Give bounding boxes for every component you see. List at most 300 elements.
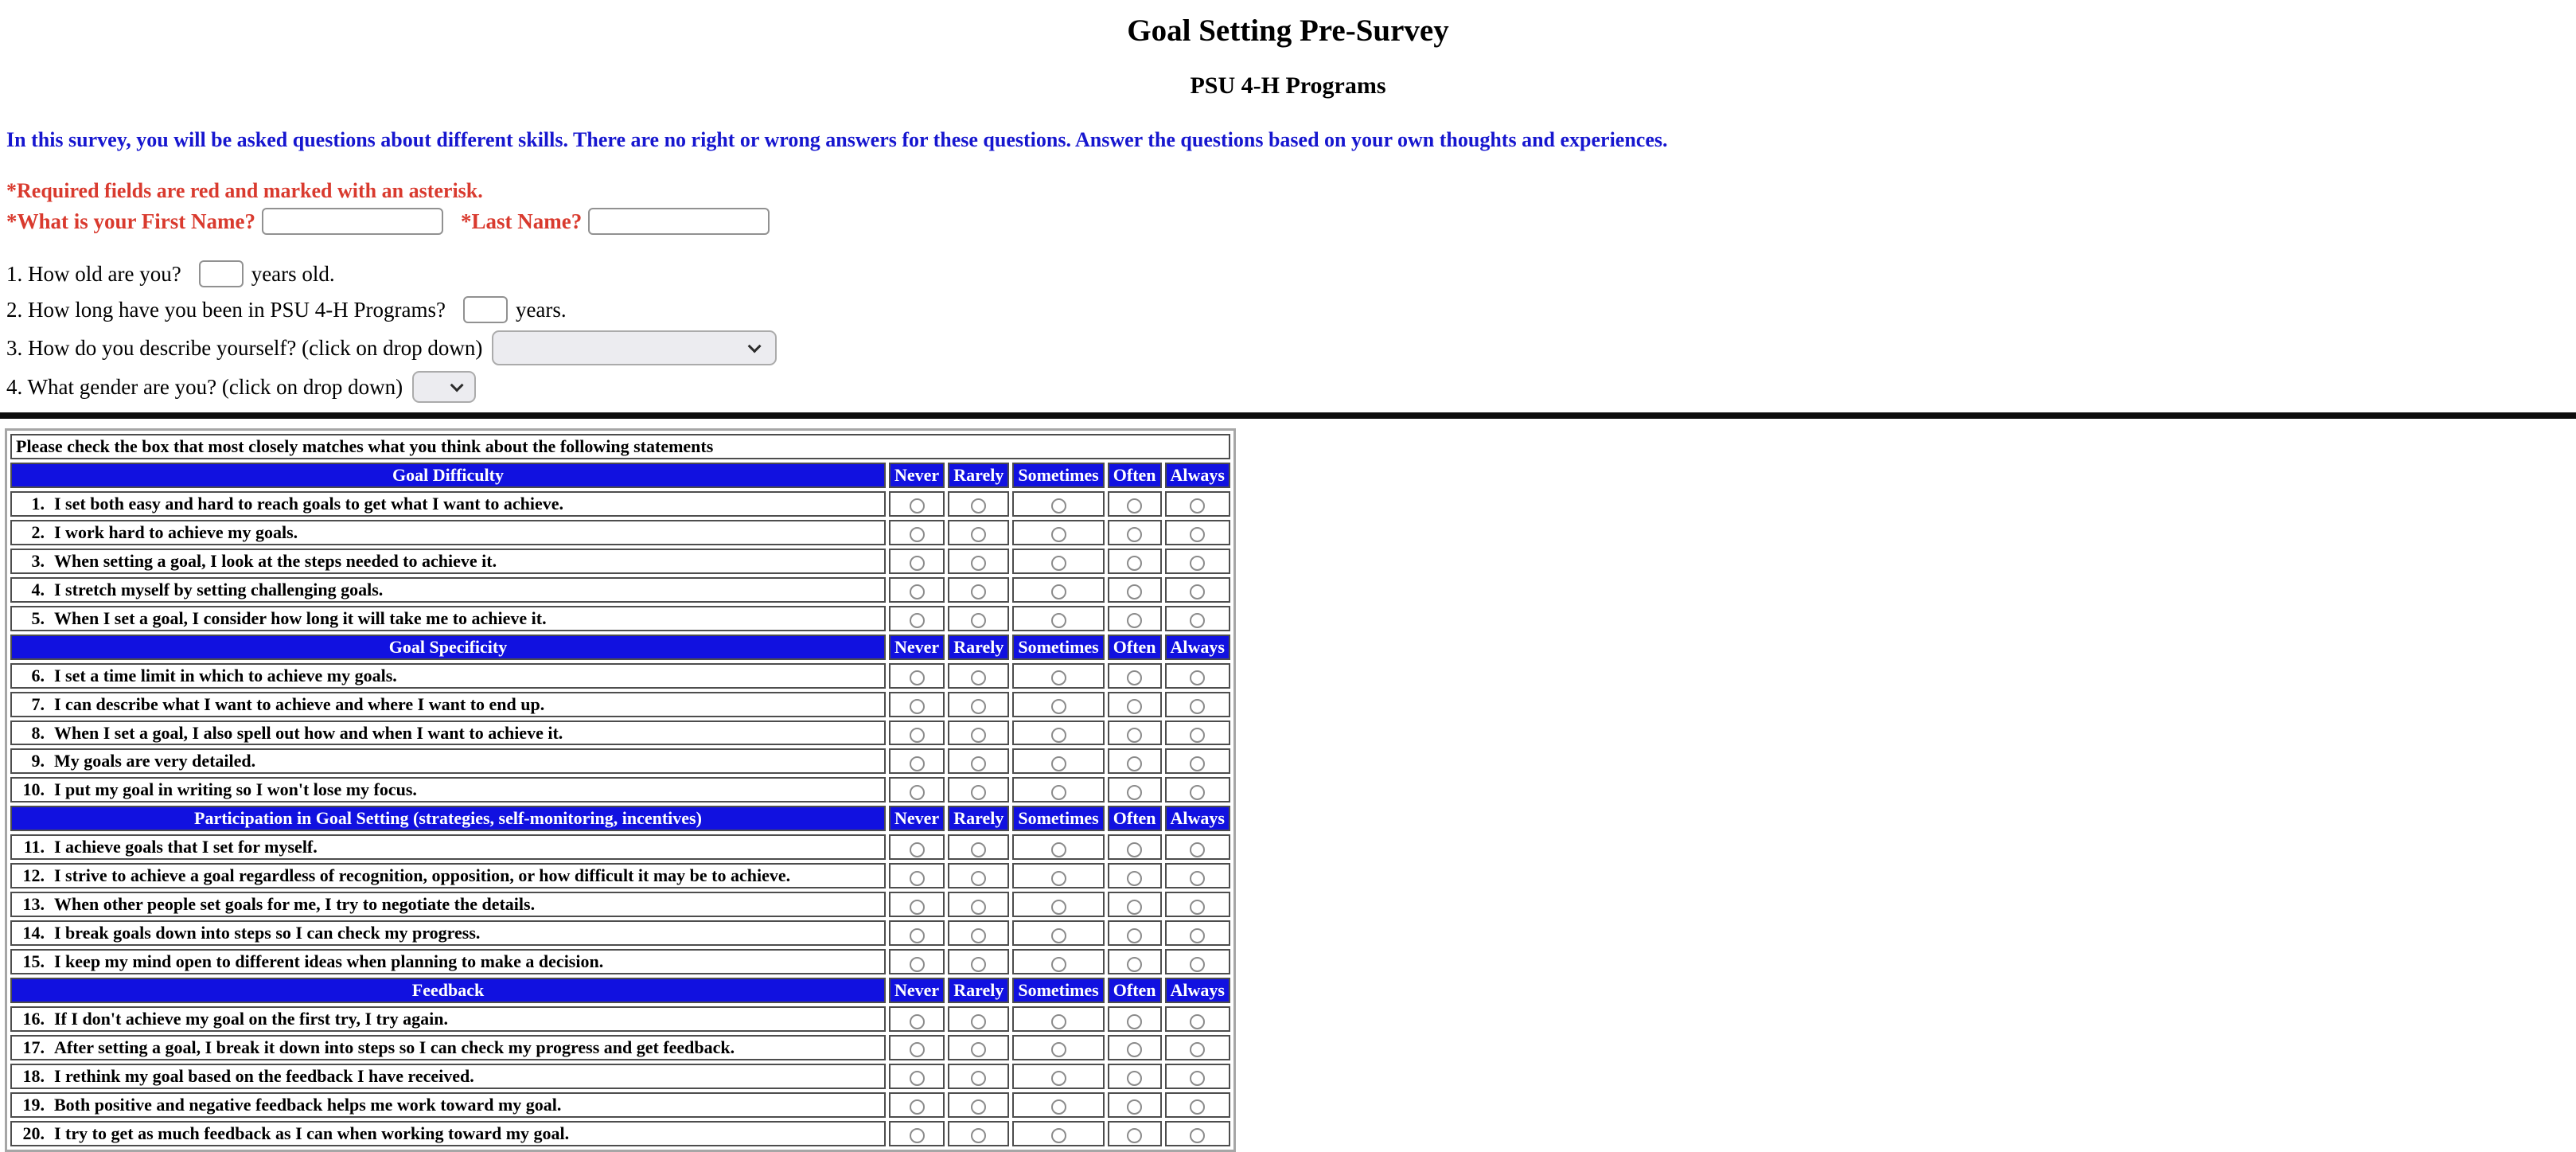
radio-q10-always[interactable]: [1190, 785, 1205, 800]
radio-q4-often[interactable]: [1127, 584, 1142, 599]
radio-q5-often[interactable]: [1127, 613, 1142, 628]
scale-header-sometimes: Sometimes: [1012, 635, 1104, 660]
scale-header-sometimes: Sometimes: [1012, 463, 1104, 488]
radio-cell: [948, 520, 1009, 545]
radio-cell: [889, 777, 945, 802]
radio-cell: [948, 1064, 1009, 1089]
radio-q17-never[interactable]: [910, 1042, 925, 1057]
radio-q4-always[interactable]: [1190, 584, 1205, 599]
statement-text: After setting a goal, I break it down into steps so I can check my progress and get feedback.: [54, 1037, 735, 1058]
radio-q12-sometimes[interactable]: [1051, 871, 1066, 886]
radio-q17-rarely[interactable]: [971, 1042, 986, 1057]
radio-cell: [948, 1092, 1009, 1118]
radio-q5-sometimes[interactable]: [1051, 613, 1066, 628]
radio-cell: [1012, 1092, 1104, 1118]
statement-cell: [10, 520, 886, 545]
scale-header-rarely: Rarely: [948, 463, 1009, 488]
scale-header-often: Often: [1108, 806, 1162, 831]
statement-number: 5.: [31, 607, 45, 628]
radio-q7-always[interactable]: [1190, 699, 1205, 714]
radio-q10-never[interactable]: [910, 785, 925, 800]
radio-cell: [889, 720, 945, 746]
radio-cell: [1165, 520, 1230, 545]
radio-cell: [1012, 549, 1104, 574]
statement-cell: [10, 1006, 886, 1032]
radio-q16-always[interactable]: [1190, 1014, 1205, 1029]
radio-cell: [948, 720, 1009, 746]
radio-q14-sometimes[interactable]: [1051, 928, 1066, 943]
statement-number: 4.: [31, 579, 45, 599]
radio-q1-never[interactable]: [910, 498, 925, 514]
radio-cell: [1165, 720, 1230, 746]
statement-row: [10, 520, 1230, 545]
statement-cell: [10, 606, 886, 631]
statement-number: 3.: [31, 550, 45, 571]
radio-cell: [1012, 663, 1104, 689]
radio-cell: [889, 692, 945, 717]
statement-number: 15.: [22, 951, 45, 972]
scale-header-sometimes: Sometimes: [1012, 806, 1104, 831]
radio-cell: [1108, 1121, 1162, 1146]
statement-number: 12.: [22, 865, 45, 886]
section-title: Goal Difficulty: [10, 463, 886, 488]
radio-q5-never[interactable]: [910, 613, 925, 628]
radio-q3-often[interactable]: [1127, 556, 1142, 571]
section-header-row: [10, 806, 1230, 831]
radio-q11-sometimes[interactable]: [1051, 842, 1066, 857]
statement-row: [10, 949, 1230, 974]
demographic-questions: [6, 259, 2576, 403]
radio-cell: [1108, 1064, 1162, 1089]
radio-cell: [889, 1092, 945, 1118]
statement-cell: [10, 1064, 886, 1089]
radio-q5-always[interactable]: [1190, 613, 1205, 628]
statement-text: When setting a goal, I look at the steps needed to achieve it.: [54, 550, 497, 571]
radio-cell: [1108, 949, 1162, 974]
gender-select[interactable]: [412, 371, 476, 403]
question-describe-row: [6, 330, 2576, 365]
statement-text: I can describe what I want to achieve and where I want to end up.: [54, 693, 545, 714]
statement-number: 9.: [31, 751, 45, 771]
radio-q8-always[interactable]: [1190, 728, 1205, 743]
statement-text: I try to get as much feedback as I can when working toward my goal.: [54, 1123, 570, 1143]
radio-cell: [889, 1006, 945, 1032]
years-suffix-label: years.: [515, 297, 567, 322]
radio-q20-never[interactable]: [910, 1128, 925, 1143]
radio-q13-sometimes[interactable]: [1051, 900, 1066, 915]
required-note: *Required fields are red and marked with an asterisk.: [6, 179, 483, 202]
radio-q13-rarely[interactable]: [971, 900, 986, 915]
radio-cell: [948, 1006, 1009, 1032]
statement-cell: [10, 549, 886, 574]
statement-row: [10, 1064, 1230, 1089]
survey-table: [5, 428, 1236, 1152]
statement-cell: [10, 1121, 886, 1146]
statement-row: [10, 720, 1230, 746]
scale-header-never: Never: [889, 463, 945, 488]
radio-q1-often[interactable]: [1127, 498, 1142, 514]
radio-q1-rarely[interactable]: [971, 498, 986, 514]
radio-q16-often[interactable]: [1127, 1014, 1142, 1029]
radio-cell: [1165, 748, 1230, 774]
scale-header-always: Always: [1165, 463, 1230, 488]
radio-q20-often[interactable]: [1127, 1128, 1142, 1143]
radio-cell: [889, 920, 945, 946]
radio-q6-sometimes[interactable]: [1051, 670, 1066, 685]
radio-q9-often[interactable]: [1127, 756, 1142, 771]
radio-q18-rarely[interactable]: [971, 1071, 986, 1086]
statement-row: [10, 606, 1230, 631]
statement-number: 17.: [22, 1037, 45, 1058]
radio-cell: [1012, 863, 1104, 888]
table-instruction: Please check the box that most closely matches what you think about the following statements: [10, 434, 1230, 459]
radio-q13-often[interactable]: [1127, 900, 1142, 915]
radio-q19-never[interactable]: [910, 1099, 925, 1115]
radio-cell: [948, 892, 1009, 917]
radio-cell: [889, 520, 945, 545]
radio-q6-always[interactable]: [1190, 670, 1205, 685]
radio-q3-always[interactable]: [1190, 556, 1205, 571]
radio-q15-rarely[interactable]: [971, 957, 986, 972]
radio-q7-rarely[interactable]: [971, 699, 986, 714]
statement-text: Both positive and negative feedback helps me work toward my goal.: [54, 1094, 562, 1115]
radio-cell: [1108, 1035, 1162, 1060]
statement-text: I set a time limit in which to achieve my goals.: [54, 665, 397, 685]
statement-number: 2.: [31, 521, 45, 542]
radio-q19-rarely[interactable]: [971, 1099, 986, 1115]
statement-text: When I set a goal, I also spell out how and when I want to achieve it.: [54, 722, 563, 743]
scale-header-rarely: Rarely: [948, 978, 1009, 1003]
statement-number: 13.: [22, 894, 45, 915]
statement-text: I keep my mind open to different ideas when planning to make a decision.: [54, 951, 604, 972]
radio-cell: [1012, 920, 1104, 946]
section-divider: [0, 412, 2576, 419]
statement-row: [10, 491, 1230, 517]
statement-cell: [10, 491, 886, 517]
statement-cell: [10, 577, 886, 603]
radio-q14-never[interactable]: [910, 928, 925, 943]
radio-q7-never[interactable]: [910, 699, 925, 714]
statement-text: I rethink my goal based on the feedback I have received.: [54, 1065, 474, 1086]
statement-row: [10, 1092, 1230, 1118]
radio-cell: [1165, 892, 1230, 917]
radio-cell: [889, 1121, 945, 1146]
radio-cell: [1108, 549, 1162, 574]
radio-q10-rarely[interactable]: [971, 785, 986, 800]
radio-cell: [889, 491, 945, 517]
radio-q1-always[interactable]: [1190, 498, 1205, 514]
radio-q2-never[interactable]: [910, 527, 925, 542]
radio-q8-rarely[interactable]: [971, 728, 986, 743]
radio-cell: [1165, 1092, 1230, 1118]
radio-cell: [948, 748, 1009, 774]
radio-cell: [948, 491, 1009, 517]
radio-q18-sometimes[interactable]: [1051, 1071, 1066, 1086]
radio-cell: [948, 1035, 1009, 1060]
scale-header-often: Often: [1108, 635, 1162, 660]
statement-text: When I set a goal, I consider how long it will take me to achieve it.: [54, 607, 547, 628]
radio-cell: [1108, 892, 1162, 917]
radio-q9-never[interactable]: [910, 756, 925, 771]
section-title: Goal Specificity: [10, 635, 886, 660]
radio-cell: [1012, 1006, 1104, 1032]
radio-cell: [1012, 834, 1104, 860]
age-suffix-label: years old.: [251, 261, 335, 286]
radio-q18-often[interactable]: [1127, 1071, 1142, 1086]
scale-header-often: Often: [1108, 463, 1162, 488]
radio-q3-rarely[interactable]: [971, 556, 986, 571]
radio-cell: [1012, 606, 1104, 631]
radio-q19-sometimes[interactable]: [1051, 1099, 1066, 1115]
radio-q18-never[interactable]: [910, 1071, 925, 1086]
radio-cell: [1108, 663, 1162, 689]
radio-cell: [1012, 949, 1104, 974]
radio-cell: [1012, 1064, 1104, 1089]
section-title: Participation in Goal Setting (strategies, self-monitoring, incentives): [10, 806, 886, 831]
radio-cell: [1165, 777, 1230, 802]
radio-q2-always[interactable]: [1190, 527, 1205, 542]
radio-cell: [1165, 663, 1230, 689]
statement-cell: [10, 834, 886, 860]
radio-q12-always[interactable]: [1190, 871, 1205, 886]
radio-q5-rarely[interactable]: [971, 613, 986, 628]
radio-cell: [889, 863, 945, 888]
radio-cell: [948, 692, 1009, 717]
radio-q20-rarely[interactable]: [971, 1128, 986, 1143]
question-years-row: [6, 295, 2576, 325]
radio-q6-often[interactable]: [1127, 670, 1142, 685]
scale-header-never: Never: [889, 806, 945, 831]
radio-q17-often[interactable]: [1127, 1042, 1142, 1057]
statement-number: 1.: [31, 493, 45, 514]
radio-cell: [889, 663, 945, 689]
radio-q14-always[interactable]: [1190, 928, 1205, 943]
radio-cell: [1012, 692, 1104, 717]
statement-row: [10, 692, 1230, 717]
radio-cell: [1108, 1006, 1162, 1032]
radio-q14-rarely[interactable]: [971, 928, 986, 943]
radio-q18-always[interactable]: [1190, 1071, 1205, 1086]
radio-q6-never[interactable]: [910, 670, 925, 685]
scale-header-never: Never: [889, 978, 945, 1003]
statement-cell: [10, 777, 886, 802]
radio-q17-sometimes[interactable]: [1051, 1042, 1066, 1057]
radio-q11-often[interactable]: [1127, 842, 1142, 857]
radio-cell: [1165, 1121, 1230, 1146]
statement-number: 10.: [22, 779, 45, 800]
radio-q20-sometimes[interactable]: [1051, 1128, 1066, 1143]
radio-q11-never[interactable]: [910, 842, 925, 857]
radio-q6-rarely[interactable]: [971, 670, 986, 685]
statement-number: 8.: [31, 722, 45, 743]
page-title: Goal Setting Pre-Survey: [1127, 14, 1449, 48]
radio-q12-often[interactable]: [1127, 871, 1142, 886]
radio-q10-often[interactable]: [1127, 785, 1142, 800]
radio-q10-sometimes[interactable]: [1051, 785, 1066, 800]
scale-header-sometimes: Sometimes: [1012, 978, 1104, 1003]
scale-header-always: Always: [1165, 635, 1230, 660]
radio-cell: [1012, 577, 1104, 603]
radio-q3-sometimes[interactable]: [1051, 556, 1066, 571]
statement-row: [10, 777, 1230, 802]
radio-q15-always[interactable]: [1190, 957, 1205, 972]
radio-q9-rarely[interactable]: [971, 756, 986, 771]
statement-row: [10, 549, 1230, 574]
statement-row: [10, 1121, 1230, 1146]
radio-cell: [1108, 692, 1162, 717]
statement-text: I put my goal in writing so I won't lose my focus.: [54, 779, 417, 800]
radio-q8-sometimes[interactable]: [1051, 728, 1066, 743]
section-title: Feedback: [10, 978, 886, 1003]
radio-cell: [1165, 949, 1230, 974]
radio-cell: [1012, 892, 1104, 917]
radio-q7-sometimes[interactable]: [1051, 699, 1066, 714]
radio-cell: [1165, 549, 1230, 574]
statement-text: I stretch myself by setting challenging goals.: [54, 579, 384, 599]
radio-q9-sometimes[interactable]: [1051, 756, 1066, 771]
radio-cell: [889, 606, 945, 631]
last-name-input[interactable]: [588, 208, 770, 235]
radio-cell: [1012, 748, 1104, 774]
radio-cell: [1108, 863, 1162, 888]
scale-header-rarely: Rarely: [948, 635, 1009, 660]
name-row: [6, 208, 2576, 235]
radio-cell: [948, 606, 1009, 631]
radio-q1-sometimes[interactable]: [1051, 498, 1066, 514]
radio-cell: [889, 1035, 945, 1060]
scale-header-never: Never: [889, 635, 945, 660]
statement-row: [10, 863, 1230, 888]
question-gender-row: [6, 371, 2576, 403]
statement-cell: [10, 863, 886, 888]
page-subtitle: PSU 4-H Programs: [1190, 72, 1386, 99]
intro-text: In this survey, you will be asked questions about different skills. There are no right or wrong answers for these questions. Answer the questions based on your own thoughts and experiences.: [6, 128, 1668, 151]
describe-question-label: 3. How do you describe yourself? (click on drop down): [6, 335, 483, 360]
radio-q2-rarely[interactable]: [971, 527, 986, 542]
radio-q14-often[interactable]: [1127, 928, 1142, 943]
age-question-label: 1. How old are you?: [6, 261, 181, 286]
radio-q19-often[interactable]: [1127, 1099, 1142, 1115]
radio-q7-often[interactable]: [1127, 699, 1142, 714]
radio-q3-never[interactable]: [910, 556, 925, 571]
statement-number: 20.: [22, 1123, 45, 1143]
radio-cell: [1012, 1035, 1104, 1060]
radio-cell: [1012, 520, 1104, 545]
radio-q11-rarely[interactable]: [971, 842, 986, 857]
radio-cell: [1108, 1092, 1162, 1118]
section-header-row: [10, 635, 1230, 660]
radio-q9-always[interactable]: [1190, 756, 1205, 771]
radio-q15-often[interactable]: [1127, 957, 1142, 972]
radio-cell: [1108, 748, 1162, 774]
radio-q15-sometimes[interactable]: [1051, 957, 1066, 972]
statement-cell: [10, 1092, 886, 1118]
radio-cell: [889, 549, 945, 574]
section-header-row: [10, 463, 1230, 488]
radio-cell: [1165, 577, 1230, 603]
statement-number: 16.: [22, 1009, 45, 1029]
radio-cell: [1165, 491, 1230, 517]
radio-cell: [1165, 606, 1230, 631]
radio-q11-always[interactable]: [1190, 842, 1205, 857]
scale-header-rarely: Rarely: [948, 806, 1009, 831]
statement-text: I achieve goals that I set for myself.: [54, 837, 318, 857]
radio-cell: [1108, 834, 1162, 860]
age-input[interactable]: [199, 260, 244, 287]
statement-row: [10, 663, 1230, 689]
statement-number: 6.: [31, 665, 45, 685]
statement-row: [10, 1035, 1230, 1060]
instruction-row: [10, 434, 1230, 459]
radio-q16-sometimes[interactable]: [1051, 1014, 1066, 1029]
statement-text: If I don't achieve my goal on the first try, I try again.: [54, 1009, 448, 1029]
statement-row: [10, 920, 1230, 946]
radio-cell: [948, 1121, 1009, 1146]
radio-cell: [948, 549, 1009, 574]
radio-cell: [1108, 577, 1162, 603]
radio-cell: [1165, 834, 1230, 860]
statement-number: 18.: [22, 1065, 45, 1086]
radio-q12-never[interactable]: [910, 871, 925, 886]
radio-q2-sometimes[interactable]: [1051, 527, 1066, 542]
radio-q16-rarely[interactable]: [971, 1014, 986, 1029]
radio-cell: [1108, 491, 1162, 517]
first-name-input[interactable]: [262, 208, 443, 235]
chevron-down-icon: [450, 378, 464, 392]
radio-cell: [1108, 720, 1162, 746]
gender-question-label: 4. What gender are you? (click on drop down): [6, 374, 403, 399]
statement-cell: [10, 720, 886, 746]
statement-row: [10, 748, 1230, 774]
radio-q4-rarely[interactable]: [971, 584, 986, 599]
radio-cell: [1012, 720, 1104, 746]
describe-yourself-select[interactable]: [492, 330, 777, 365]
statement-cell: [10, 663, 886, 689]
radio-cell: [889, 1064, 945, 1089]
radio-cell: [1165, 1035, 1230, 1060]
radio-q12-rarely[interactable]: [971, 871, 986, 886]
radio-q15-never[interactable]: [910, 957, 925, 972]
statement-number: 14.: [22, 923, 45, 943]
radio-q8-often[interactable]: [1127, 728, 1142, 743]
years-in-program-input[interactable]: [463, 296, 508, 323]
radio-q13-never[interactable]: [910, 900, 925, 915]
statement-text: When other people set goals for me, I try to negotiate the details.: [54, 894, 536, 915]
radio-q4-sometimes[interactable]: [1051, 584, 1066, 599]
radio-q16-never[interactable]: [910, 1014, 925, 1029]
statement-number: 11.: [23, 837, 45, 857]
radio-cell: [948, 834, 1009, 860]
radio-q17-always[interactable]: [1190, 1042, 1205, 1057]
statement-cell: [10, 748, 886, 774]
radio-q8-never[interactable]: [910, 728, 925, 743]
statement-cell: [10, 949, 886, 974]
radio-cell: [948, 577, 1009, 603]
statement-row: [10, 1006, 1230, 1032]
radio-q2-often[interactable]: [1127, 527, 1142, 542]
radio-cell: [889, 577, 945, 603]
radio-q19-always[interactable]: [1190, 1099, 1205, 1115]
radio-cell: [948, 863, 1009, 888]
radio-q13-always[interactable]: [1190, 900, 1205, 915]
statement-number: 7.: [31, 693, 45, 714]
statement-cell: [10, 920, 886, 946]
radio-q4-never[interactable]: [910, 584, 925, 599]
statement-text: I set both easy and hard to reach goals to get what I want to achieve.: [54, 493, 564, 514]
statement-text: I break goals down into steps so I can check my progress.: [54, 923, 481, 943]
radio-q20-always[interactable]: [1190, 1128, 1205, 1143]
radio-cell: [889, 748, 945, 774]
